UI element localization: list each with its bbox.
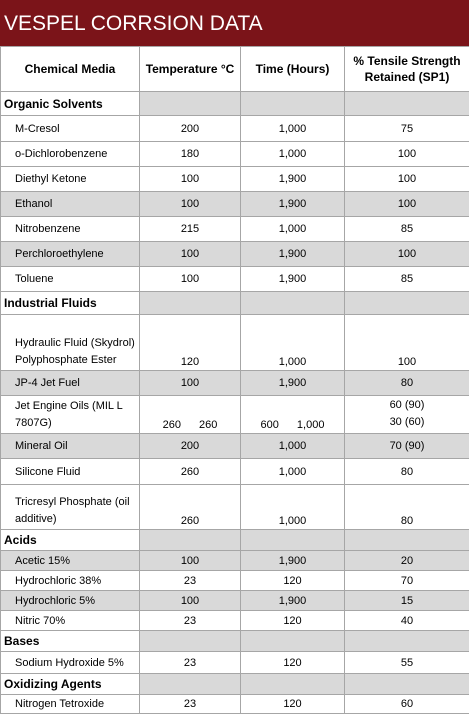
- table-row: [1, 116, 469, 142]
- table-row: [1, 167, 469, 192]
- cell-media: Sodium Hydroxide 5%: [1, 652, 140, 674]
- table-row: [1, 434, 469, 459]
- cell-temperature: 200: [140, 116, 241, 142]
- cell-tensile: 100: [345, 242, 469, 267]
- table-row: [1, 591, 469, 611]
- cell-time: 1,900: [241, 192, 345, 217]
- cell-time: 1,000: [241, 217, 345, 242]
- section-label: Organic Solvents: [1, 92, 140, 116]
- cell-tensile: [345, 396, 469, 434]
- table-header-row: [1, 47, 469, 92]
- header-time: Time (Hours): [241, 47, 345, 92]
- cell-temperature: 260: [140, 485, 241, 530]
- cell-tensile: 100: [345, 315, 469, 371]
- cell-temperature: 23: [140, 652, 241, 674]
- cell-temperature: 180: [140, 142, 241, 167]
- cell-temperature: 100: [140, 371, 241, 396]
- cell-time: 120: [241, 611, 345, 631]
- section-label: Bases: [1, 631, 140, 652]
- cell-media: Tricresyl Phosphate (oil additive): [1, 485, 140, 530]
- cell-temperature: 100: [140, 192, 241, 217]
- cell-media: Perchloroethylene: [1, 242, 140, 267]
- cell-time: 1,900: [241, 371, 345, 396]
- cell-media: Acetic 15%: [1, 551, 140, 571]
- cell-time: 1,900: [241, 551, 345, 571]
- cell-tensile: 20: [345, 551, 469, 571]
- cell-temperature: 200: [140, 434, 241, 459]
- cell-temperature: 100: [140, 591, 241, 611]
- table-row: [1, 652, 469, 674]
- cell-media: Toluene: [1, 267, 140, 292]
- cell-time: 1,000: [241, 116, 345, 142]
- cell-time: 1,900: [241, 167, 345, 192]
- cell-media: Hydrochloric 38%: [1, 571, 140, 591]
- section-row: [1, 92, 469, 116]
- cell-tensile: 85: [345, 267, 469, 292]
- cell-temperature: 120: [140, 315, 241, 371]
- cell-temperature: 260: [140, 459, 241, 485]
- table-row: [1, 371, 469, 396]
- cell-time: 1,900: [241, 242, 345, 267]
- cell-tensile: 100: [345, 192, 469, 217]
- table-row: [1, 485, 469, 530]
- time-value-a: 600: [260, 419, 279, 431]
- cell-time: 120: [241, 652, 345, 674]
- cell-temperature: 100: [140, 551, 241, 571]
- table-row: [1, 315, 469, 371]
- header-temperature: Temperature °C: [140, 47, 241, 92]
- cell-tensile: 100: [345, 167, 469, 192]
- cell-tensile: 55: [345, 652, 469, 674]
- cell-time: 1,000: [241, 142, 345, 167]
- cell-media: Nitrogen Tetroxide: [1, 695, 140, 714]
- cell-temperature: 100: [140, 242, 241, 267]
- section-row: [1, 292, 469, 315]
- cell-media: Ethanol: [1, 192, 140, 217]
- cell-time: 1,900: [241, 591, 345, 611]
- cell-temperature: 215: [140, 217, 241, 242]
- table-row: [1, 217, 469, 242]
- cell-tensile: 80: [345, 485, 469, 530]
- header-media: Chemical Media: [1, 47, 140, 92]
- header-tensile: % Tensile Strength Retained (SP1): [345, 47, 469, 92]
- cell-media: Nitric 70%: [1, 611, 140, 631]
- cell-media: Hydraulic Fluid (Skydrol) Polyphosphate Ester: [1, 315, 140, 371]
- table-row: [1, 142, 469, 167]
- cell-tensile: 80: [345, 371, 469, 396]
- section-row: [1, 631, 469, 652]
- cell-tensile: 40: [345, 611, 469, 631]
- table-row: [1, 242, 469, 267]
- cell-tensile: 70 (90): [345, 434, 469, 459]
- cell-time: 1,900: [241, 267, 345, 292]
- cell-media: Hydrochloric 5%: [1, 591, 140, 611]
- corrosion-data-table: [0, 46, 469, 714]
- cell-media: JP-4 Jet Fuel: [1, 371, 140, 396]
- table-row: [1, 695, 469, 714]
- table-row: [1, 459, 469, 485]
- cell-media: Mineral Oil: [1, 434, 140, 459]
- cell-temperature: 23: [140, 571, 241, 591]
- cell-media: o-Dichlorobenzene: [1, 142, 140, 167]
- cell-time: 120: [241, 571, 345, 591]
- cell-tensile: 85: [345, 217, 469, 242]
- cell-temperature: [140, 396, 241, 434]
- section-label: Acids: [1, 530, 140, 551]
- cell-time: 1,000: [241, 434, 345, 459]
- cell-media: M-Cresol: [1, 116, 140, 142]
- section-row: [1, 530, 469, 551]
- cell-tensile: 100: [345, 142, 469, 167]
- cell-time: 1,000: [241, 485, 345, 530]
- cell-tensile: 70: [345, 571, 469, 591]
- cell-time: 1,000: [241, 459, 345, 485]
- cell-media: Nitrobenzene: [1, 217, 140, 242]
- table-row: [1, 192, 469, 217]
- tensile-value-a: 60 (90): [389, 399, 425, 411]
- temperature-value-b: 260: [199, 419, 218, 431]
- cell-tensile: 60: [345, 695, 469, 714]
- table-row: [1, 611, 469, 631]
- cell-temperature: 23: [140, 695, 241, 714]
- page-title: VESPEL CORRSION DATA: [0, 0, 469, 46]
- section-label: Oxidizing Agents: [1, 674, 140, 695]
- section-label: Industrial Fluids: [1, 292, 140, 315]
- table-row: [1, 551, 469, 571]
- table-row: [1, 267, 469, 292]
- cell-tensile: 15: [345, 591, 469, 611]
- cell-time: [241, 396, 345, 434]
- cell-time: 1,000: [241, 315, 345, 371]
- cell-temperature: 100: [140, 267, 241, 292]
- cell-media: Diethyl Ketone: [1, 167, 140, 192]
- cell-tensile: 75: [345, 116, 469, 142]
- cell-tensile: 80: [345, 459, 469, 485]
- cell-temperature: 100: [140, 167, 241, 192]
- table-row: [1, 396, 469, 434]
- cell-time: 120: [241, 695, 345, 714]
- temperature-value-a: 260: [162, 419, 181, 431]
- cell-media: Jet Engine Oils (MIL L 7807G): [1, 396, 140, 434]
- section-row: [1, 674, 469, 695]
- time-value-b: 1,000: [296, 419, 325, 431]
- cell-media: Silicone Fluid: [1, 459, 140, 485]
- tensile-value-b: 30 (60): [389, 416, 425, 428]
- table-row: [1, 571, 469, 591]
- cell-temperature: 23: [140, 611, 241, 631]
